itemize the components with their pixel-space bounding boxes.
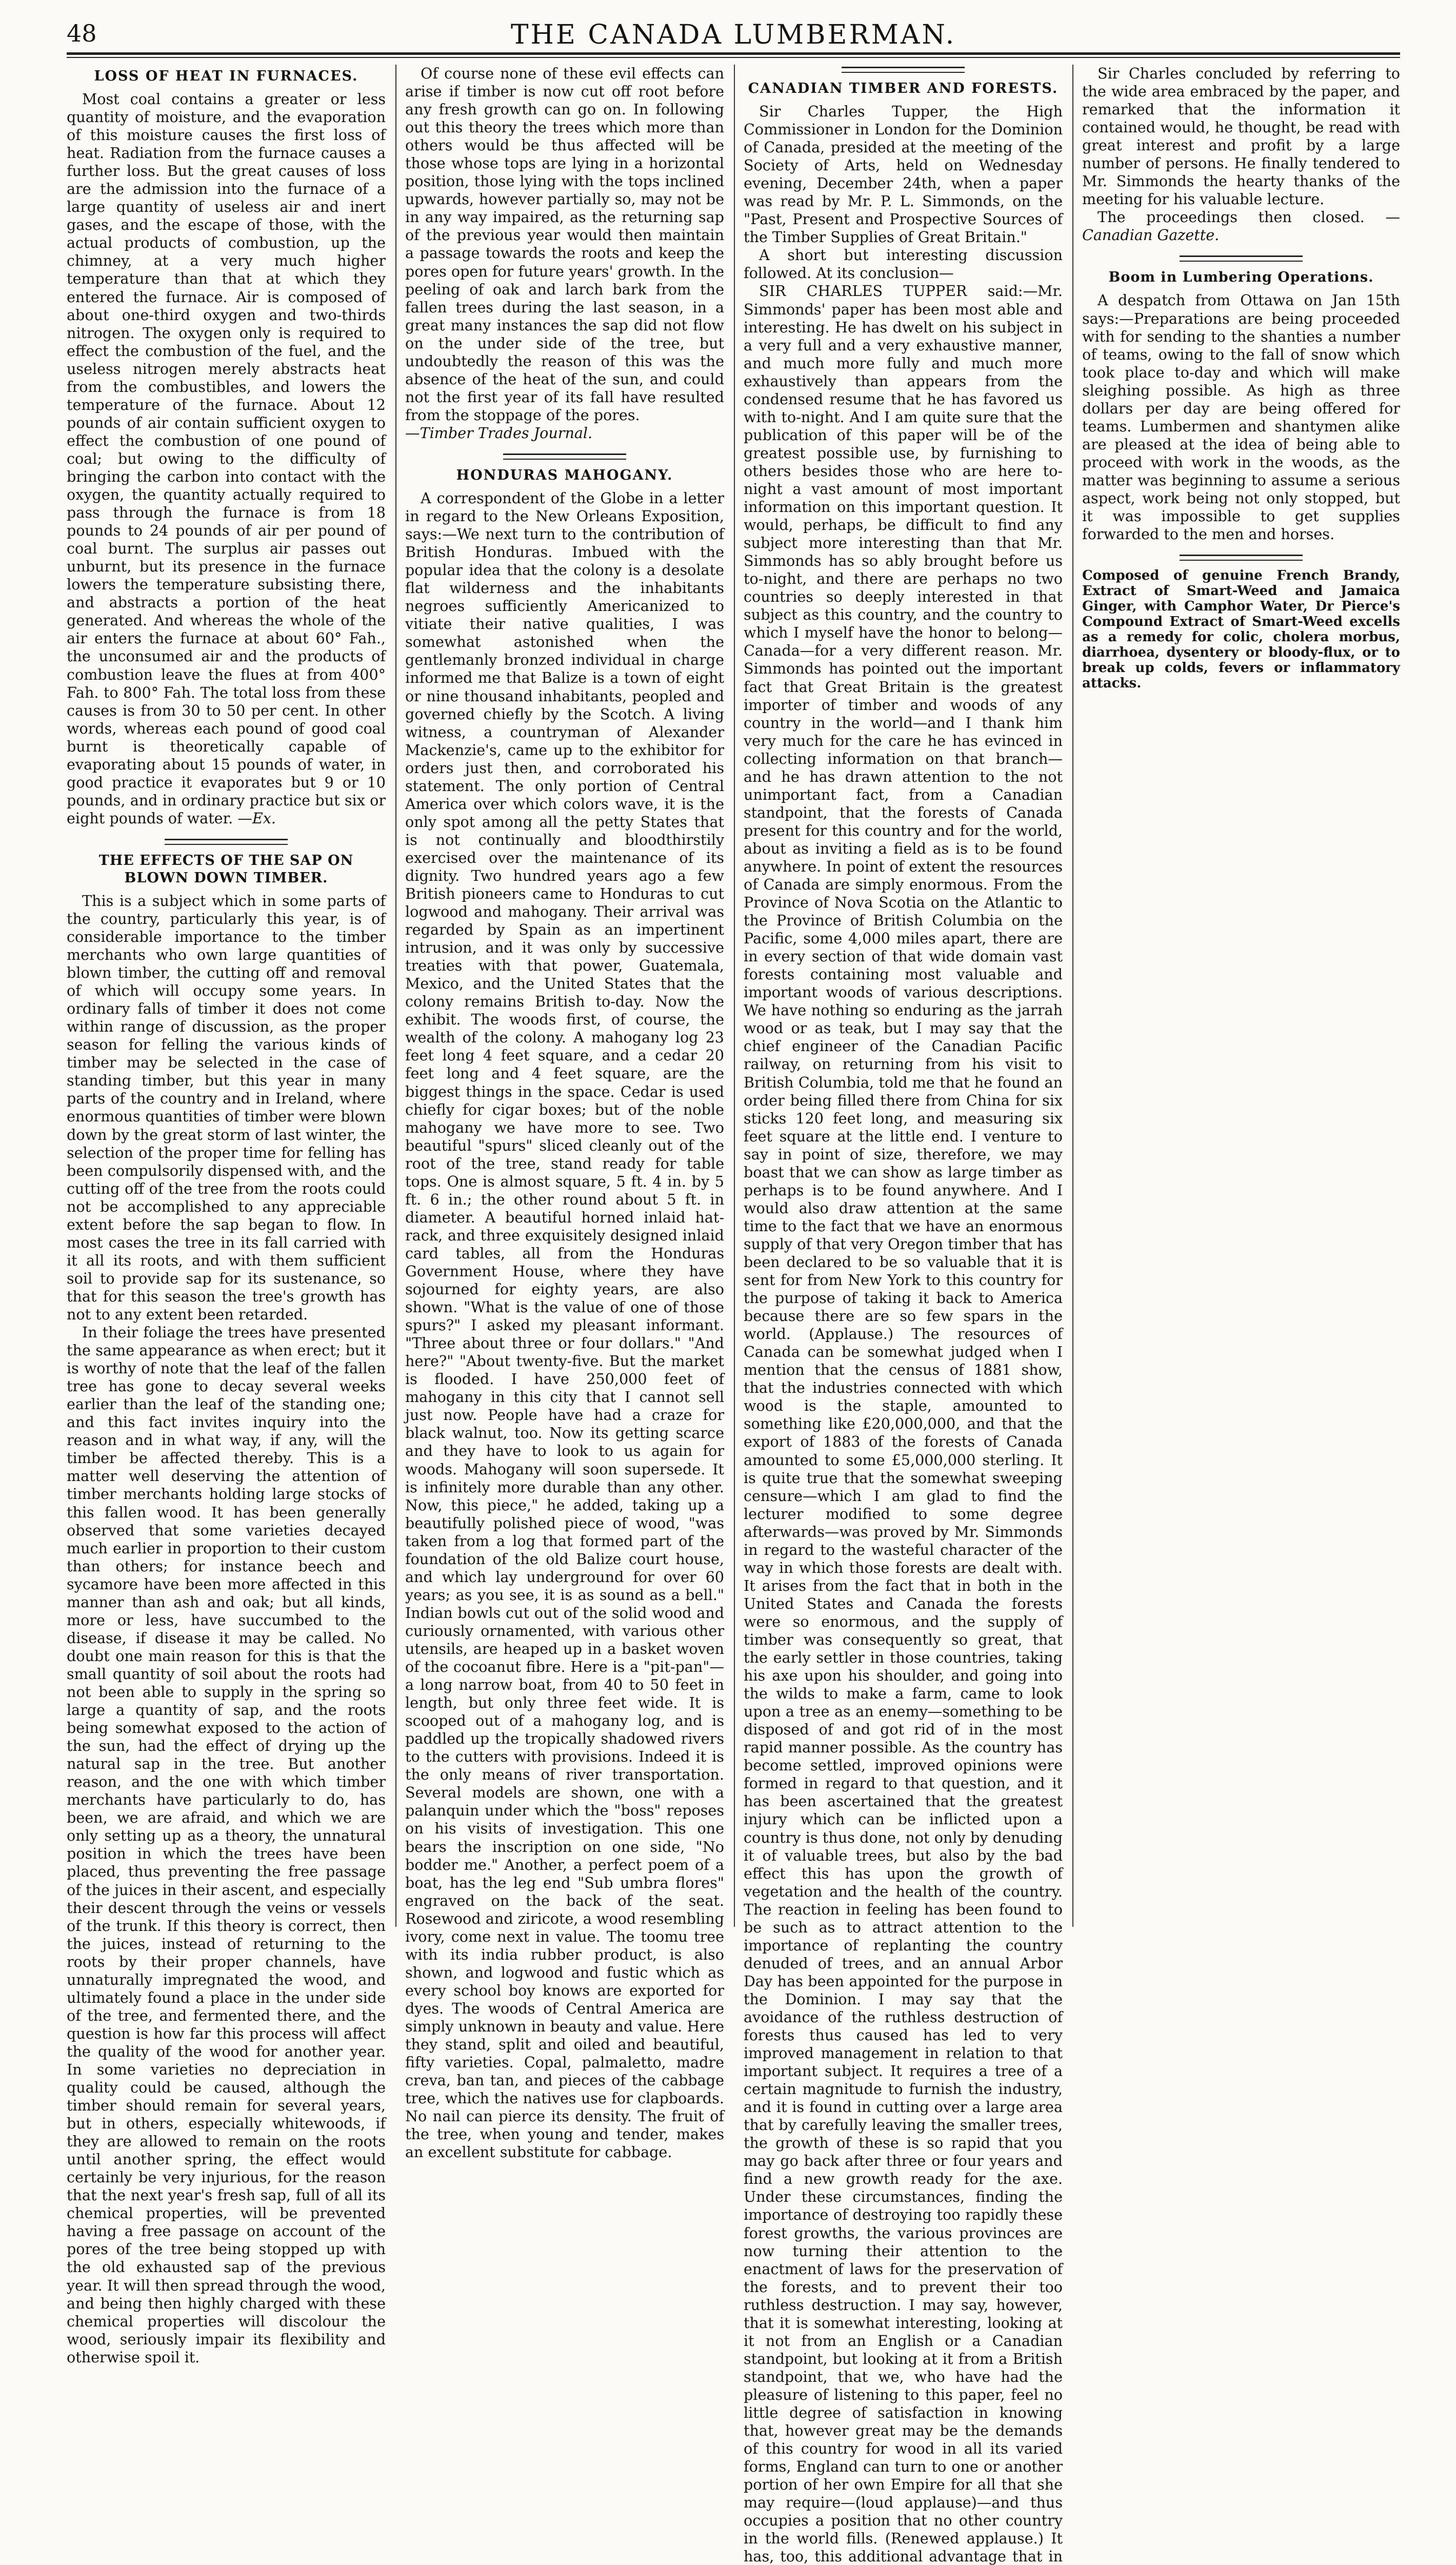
article-paragraph: In their foliage the trees have presented the same appearance as when erect; but it is worthy of note that the leaf of the fallen tree has gone to decay several weeks earlier than the leaf of the standing one; and this fact invites inquiry into the reason and in what way, if any, will the timber be affected thereby. This is a matter well deserving the attention of timber merchants holding large stocks of this fallen wood. It has been generally observed that some varieties decayed much earlier in proportion to their custom than others; for instance beech and sycamore have been more affected in this manner than ash and oak; but all kinds, more or less, have succumbed to the disease, if disease it may be called. No doubt one main reason for this is that the small quantity of soil about the roots had not been able to supply in the spring so large a quantity of sap, and the roots being somewhat exposed to the action of the sun, had the effect of drying up the natural sap in the tree. But another reason, and the one with which timber merchants have particularly to do, has been, we are afraid, and which we are only setting up as a theory, the unnatural position in which the trees have been placed, thus preventing the free passage of the juices in their ascent, and especially their descent through the veins or vessels of the trunk. If this theory is correct, then the juices, instead of returning to the roots by their proper channels, have unnaturally impregnated the wood, and ultimately found a place in the under side of the tree, and fermented there, and the question is how far this process will affect the quality of the wood for another year. In some varieties no depreciation in quality could be caused, although the timber should remain for several years, but in others, especially whitewoods, if they are allowed to remain on the roots until another spring, the effect would certainly be very injurious, for the reason that the next year's fresh sap, full of all its chemical properties, will be prevented having a free passage on account of the pores of the tree being stopped up with the old exhausted sap of the previous year. It will then spread through the wood, and being then highly charged with these chemical properties will discolour the wood, seriously impair its flexibility and otherwise spoil it.: [67, 1324, 386, 2366]
article-source: —Canadian Gazette.: [1082, 208, 1400, 244]
article-text: The proceedings then closed.: [1098, 208, 1365, 226]
article-separator: [842, 67, 965, 73]
article-title-honduras: HONDURAS MAHOGANY.: [456, 467, 673, 483]
article-title-effects-of-sap: THE EFFECTS OF THE SAP ON BLOWN DOWN TIMBER.: [98, 852, 354, 886]
article-source: —Timber Trades Journal.: [405, 424, 593, 442]
article-title-loss-of-heat: LOSS OF HEAT IN FURNACES.: [94, 68, 358, 84]
article-title-boom: Boom in Lumbering Operations.: [1108, 269, 1374, 286]
article-body-loss-of-heat: [67, 90, 386, 827]
masthead-rule-thin: [67, 57, 1400, 58]
column-divider: [395, 65, 396, 1927]
column-4: [1082, 65, 1400, 1927]
column-divider: [1072, 65, 1073, 1927]
article-paragraph: SIR CHARLES TUPPER said:—Mr. Simmonds' paper has been most able and interesting. He has dwelt on his subject in a very full and a very exhaustive manner, and much more fully and much more exhaustively than appears from the condensed resume that he has favored us with to-night. And I am quite sure that the publication of this paper will be of the greatest possible use, by furnishing to others besides those who are here to-night a vast amount of most important information on this important question. It would, perhaps, be difficult to find any subject more interesting than that Mr. Simmonds has so ably brought before us to-night, and there are perhaps no two countries so deeply interested in that subject as this country, and the country to which I myself have the honor to belong—Canada—for a very different reason. Mr. Simmonds has pointed out the important fact that Great Britain is the greatest importer of timber and woods of any country in the world—and I thank him very much for the care he has evinced in collecting information on that branch—and he has drawn attention to the not unimportant fact, from a Canadian standpoint, that the forests of Canada present for this country and for the world, about as inviting a field as is to be found anywhere. In point of extent the resources of Canada are simply enormous. From the Province of Nova Scotia on the Atlantic to the Province of British Columbia on the Pacific, some 4,000 miles apart, there are in every section of that wide domain vast forests containing most valuable and important woods of various descriptions. We have nothing so enduring as the jarrah wood or as teak, but I may say that the chief engineer of the Canadian Pacific railway, on returning from his visit to British Columbia, told me that he found an order being filled there from China for six sticks 120 feet long, and measuring six feet square at the little end. I venture to say in point of size, therefore, we may boast that we can show as large timber as perhaps is to be found anywhere. And I would also draw attention at the same time to the fact that we have an enormous supply of that very Oregon timber that has been declared to be so valuable that it is sent for from New York to this country for the purpose of taking it back to America because there are so few spars in the world. (Applause.) The resources of Canada can be somewhat judged when I mention that the census of 1881 show, that the industries connected with which wood is the staple, amounted to something like £20,000,000, and that the export of 1883 of the forests of Canada amounted to some £5,000,000 sterling. It is quite true that the somewhat sweeping censure—which I am glad to find the lecturer modified to some degree afterwards—was proved by Mr. Simmonds in regard to the wasteful character of the way in which those forests are dealt with. It arises from the fact that in both in the United States and Canada the forests were so enormous, and the supply of timber was consequently so great, that the early settler in those countries, taking his axe upon his shoulder, and going into the wilds to make a farm, came to look upon a tree as an enemy—something to be disposed of and got rid of in the most rapid manner possible. As the country has become settled, improved opinions were formed in regard to that question, and it has been ascertained that the greatest injury which can be inflicted upon a country is thus done, not only by denuding it of valuable trees, but also by the bad effect this has upon the growth of vegetation and the health of the country. The reaction in feeling has been found to be such as to attract attention to the importance of replanting the country denuded of trees, and an annual Arbor Day has been appointed for the purpose in the Dominion. I may say that the avoidance of the ruthless destruction of forests thus caused has led to very improved management in relation to that important subject. It requires a tree of a certain magnitude to furnish the industry, and it is found in cutting over a large area that by carefully leaving the smaller trees, the growth of these is so rapid that you may go back after three or four years and find a new growth ready for the axe. Under these circumstances, finding the importance of destroying too rapidly these forest growths, the various provinces are now turning their attention to the enactment of laws for the preservation of the forests, and to prevent their too ruthless destruction. I may say, however, that it is somewhat interesting, looking at it not from an English or a Canadian standpoint, but looking at it from a British standpoint, that we, who have had the pleasure of listening to this paper, feel no little degree of satisfaction in knowing that, however great may be the demands of this country for wood in all its varied forms, England can turn to one or another portion of her own Empire for all that she may require—(loud applause)—and thus occupies a position that no other country in the world fills. (Renewed applause.) It has, too, this additional advantage that in: [744, 282, 1063, 2565]
column-2: [405, 65, 724, 2161]
columns: [67, 65, 1400, 2565]
article-paragraph: A despatch from Ottawa on Jan 15th says:—Preparations are being proceeded with for sending to the shanties a number of teams, owing to the fall of snow which took place to-day and which will make sleighing possible. As high as three dollars per day are being offered for teams. Lumbermen and shantymen alike are pleased at the idea of being able to proceed with work in the woods, as the matter was beginning to assume a serious aspect, work being not only stopped, but it was impossible to get supplies forwarded to the men and horses.: [1082, 291, 1400, 543]
column-3: [744, 65, 1063, 2565]
article-paragraph: Sir Charles Tupper, the High Commissioner in London for the Dominion of Canada, presided at the meeting of the Society of Arts, held on Wednesday evening, December 24th, when a paper was read by Mr. P. L. Simmonds, on the "Past, Present and Prospective Sources of the Timber Supplies of Great Britain.": [744, 103, 1063, 246]
article-paragraph: This is a subject which in some parts of the country, particularly this year, is of considerable importance to the timber merchants who own large quantities of blown timber, the cutting off and removal of which will occupy some years. In ordinary falls of timber it does not come within range of discussion, as the proper season for felling the various kinds of timber may be selected in the case of standing timber, but this year in many parts of the country and in Ireland, where enormous quantities of timber were blown down by the great storm of last winter, the selection of the proper time for felling has been compulsorily dispensed with, and the cutting off of the tree from the roots could not be accomplished to any appreciable extent before the sap began to flow. In most cases the tree in its fall carried with it all its roots, and with them sufficient soil to provide sap for its sustenance, so that for this season the tree's growth has not to any extent been retarded.: [67, 892, 386, 1323]
advertisement: Composed of genuine French Brandy, Extract of Smart-Weed and Jamaica Ginger, with Camphor Water, Dr Pierce's Compound Extract of Smart-Weed excells as a remedy for colic, cholera morbus, diarrhoea, dysentery or bloody-flux, or to break up colds, fevers or inflammatory attacks.: [1082, 568, 1400, 692]
masthead-title: THE CANADA LUMBERMAN.: [510, 19, 956, 50]
article-separator: [165, 839, 288, 845]
masthead-rule-thick: [67, 52, 1400, 55]
masthead-bar: [67, 19, 1400, 50]
article-source-line: [405, 424, 724, 442]
article-closing: [1082, 208, 1400, 244]
article-separator: [1180, 255, 1303, 262]
article-title-canadian-timber: CANADIAN TIMBER AND FORESTS.: [748, 81, 1059, 96]
article-separator: [503, 453, 626, 460]
article-source: —Ex.: [237, 809, 276, 827]
page-number: 48: [67, 19, 97, 47]
article-separator: [1180, 555, 1303, 561]
article-paragraph: A short but interesting discussion followed. At its conclusion—: [744, 246, 1063, 282]
column-divider: [734, 65, 735, 1927]
article-paragraph: Sir Charles concluded by referring to the wide area embraced by the paper, and remarked that the information it contained would, he thought, be read with great interest and profit by a large number of persons. He finally tendered to Mr. Simmonds the hearty thanks of the meeting for his valuable lecture.: [1082, 65, 1400, 208]
article-text: Most coal contains a greater or less quantity of moisture, and the evaporation of this moisture causes the first loss of heat. Radiation from the furnace causes a further loss. But the great causes of loss are the admission into the furnace of a large quantity of useless air and inert gases, and the escape of those, with the actual products of combustion, up the chimney, at a very much higher temperature than that at which they entered the furnace. Air is composed of about one-third oxygen and two-thirds nitrogen. The oxygen only is required to effect the combustion of the fuel, and the useless nitrogen merely abstracts heat from the combustibles, and lowers the temperature of the furnace. About 12 pounds of air contain sufficient oxygen to effect the combustion of one pound of coal; but owing to the difficulty of bringing the carbon into contact with the oxygen, the quantity actually required to pass through the furnace is from 18 pounds to 24 pounds of air per pound of coal burnt. The surplus air passes out unburnt, but its presence in the furnace lowers the temperature subsisting there, and abstracts a portion of the heat generated. And whereas the whole of the air enters the furnace at about 60° Fah., the unconsumed air and the products of combustion leave the flues at from 400° Fah. to 800° Fah. The total loss from these causes is from 30 to 50 per cent. In other words, whereas each pound of good coal burnt is theoretically capable of evaporating about 15 pounds of water, in good practice it evaporates but 9 or 10 pounds, and in ordinary practice but six or eight pounds of water.: [67, 90, 386, 827]
column-1: [67, 65, 386, 2366]
article-paragraph: Of course none of these evil effects can arise if timber is now cut off root before any fresh growth can go on. In following out this theory the trees which more than others would be thus affected will be those whose tops are lying in a horizontal position, those lying with the tops inclined upwards, however partially so, may not be in any way impaired, as the returning sap of the previous year would then maintain a passage towards the roots and keep the pores open for future years' growth. In the peeling of oak and larch bark from the fallen trees during the last season, in a great many instances the sap did not flow on the under side of the tree, but undoubtedly the reason of this was the absence of the heat of the sun, and could not the first year of its fall have resulted from the stoppage of the pores.: [405, 65, 724, 424]
article-paragraph: A correspondent of the Globe in a letter in regard to the New Orleans Exposition, says:—We next turn to the contribution of British Honduras. Imbued with the popular idea that the colony is a desolate flat wilderness and the inhabitants negroes sufficiently Americanized to vitiate their native qualities, I was somewhat astonished when the gentlemanly bronzed individual in charge informed me that Balize is a town of eight or nine thousand inhabitants, peopled and governed chiefly by the Scotch. A living witness, a countryman of Alexander Mackenzie's, came up to the exhibitor for orders just then, and corroborated his statement. The only portion of Central America over which colors wave, it is the only spot among all the petty States that is not continually and bloodthirstily exercised over the maintenance of its dignity. Two hundred years ago a few British pioneers came to Honduras to cut logwood and mahogany. Their arrival was regarded by Spain as an impertinent intrusion, and it was only by successive treaties with that power, Guatemala, Mexico, and the United States that the colony remains British to-day. Now the exhibit. The woods first, of course, the wealth of the colony. A mahogany log 23 feet long 4 feet square, and a cedar 20 feet long and 4 feet square, are the biggest things in the space. Cedar is used chiefly for cigar boxes; but of the noble mahogany we have more to see. Two beautiful "spurs" sliced cleanly out of the root of the tree, stand ready for table tops. One is almost square, 5 ft. 4 in. by 5 ft. 6 in.; the other round about 5 ft. in diameter. A beautiful horned inlaid hat-rack, and three exquisitely designed inlaid card tables, all from the Honduras Government House, where they have sojourned for eighty years, are also shown. "What is the value of one of those spurs?" I asked my pleasant informant. "Three about three or four dollars." "And here?" "About twenty-five. But the market is flooded. I have 250,000 feet of mahogany in this city that I cannot sell just now. People have had a craze for black walnut, too. Now its getting scarce and they have to look to us again for woods. Mahogany will soon supersede. It is infinitely more durable than any other. Now, this piece," he added, taking up a beautifully polished piece of wood, "was taken from a log that formed part of the foundation of the old Balize court house, and which lay underground for over 60 years; as you see, it is as sound as a bell." Indian bowls cut out of the solid wood and curiously ornamented, with various other utensils, are heaped up in a basket woven of the cocoanut fibre. Here is a "pit-pan"—a long narrow boat, from 40 to 50 feet in length, but only three feet wide. It is scooped out of a mahogany log, and is paddled up the tropically shadowed rivers to the cutters with provisions. Indeed it is the only means of river transportation. Several models are shown, one with a palanquin under which the "boss" reposes on his visits of investigation. This one bears the inscription on one side, "No bodder me." Another, a perfect poem of a boat, has the leg end "Sub umbra flores" engraved on the back of the seat. Rosewood and ziricote, a wood resembling ivory, come next in value. The toomu tree with its india rubber product, is also shown, and logwood and fustic which as every school boy knows are exported for dyes. The woods of Central America are simply unknown in beauty and value. Here they stand, split and oiled and beautiful, fifty varieties. Copal, palmaletto, madre creva, ban tan, and pieces of the cabbage tree, which the natives use for clapboards. No nail can pierce its density. The fruit of the tree, when young and tender, makes an excellent substitute for cabbage.: [405, 489, 724, 2161]
